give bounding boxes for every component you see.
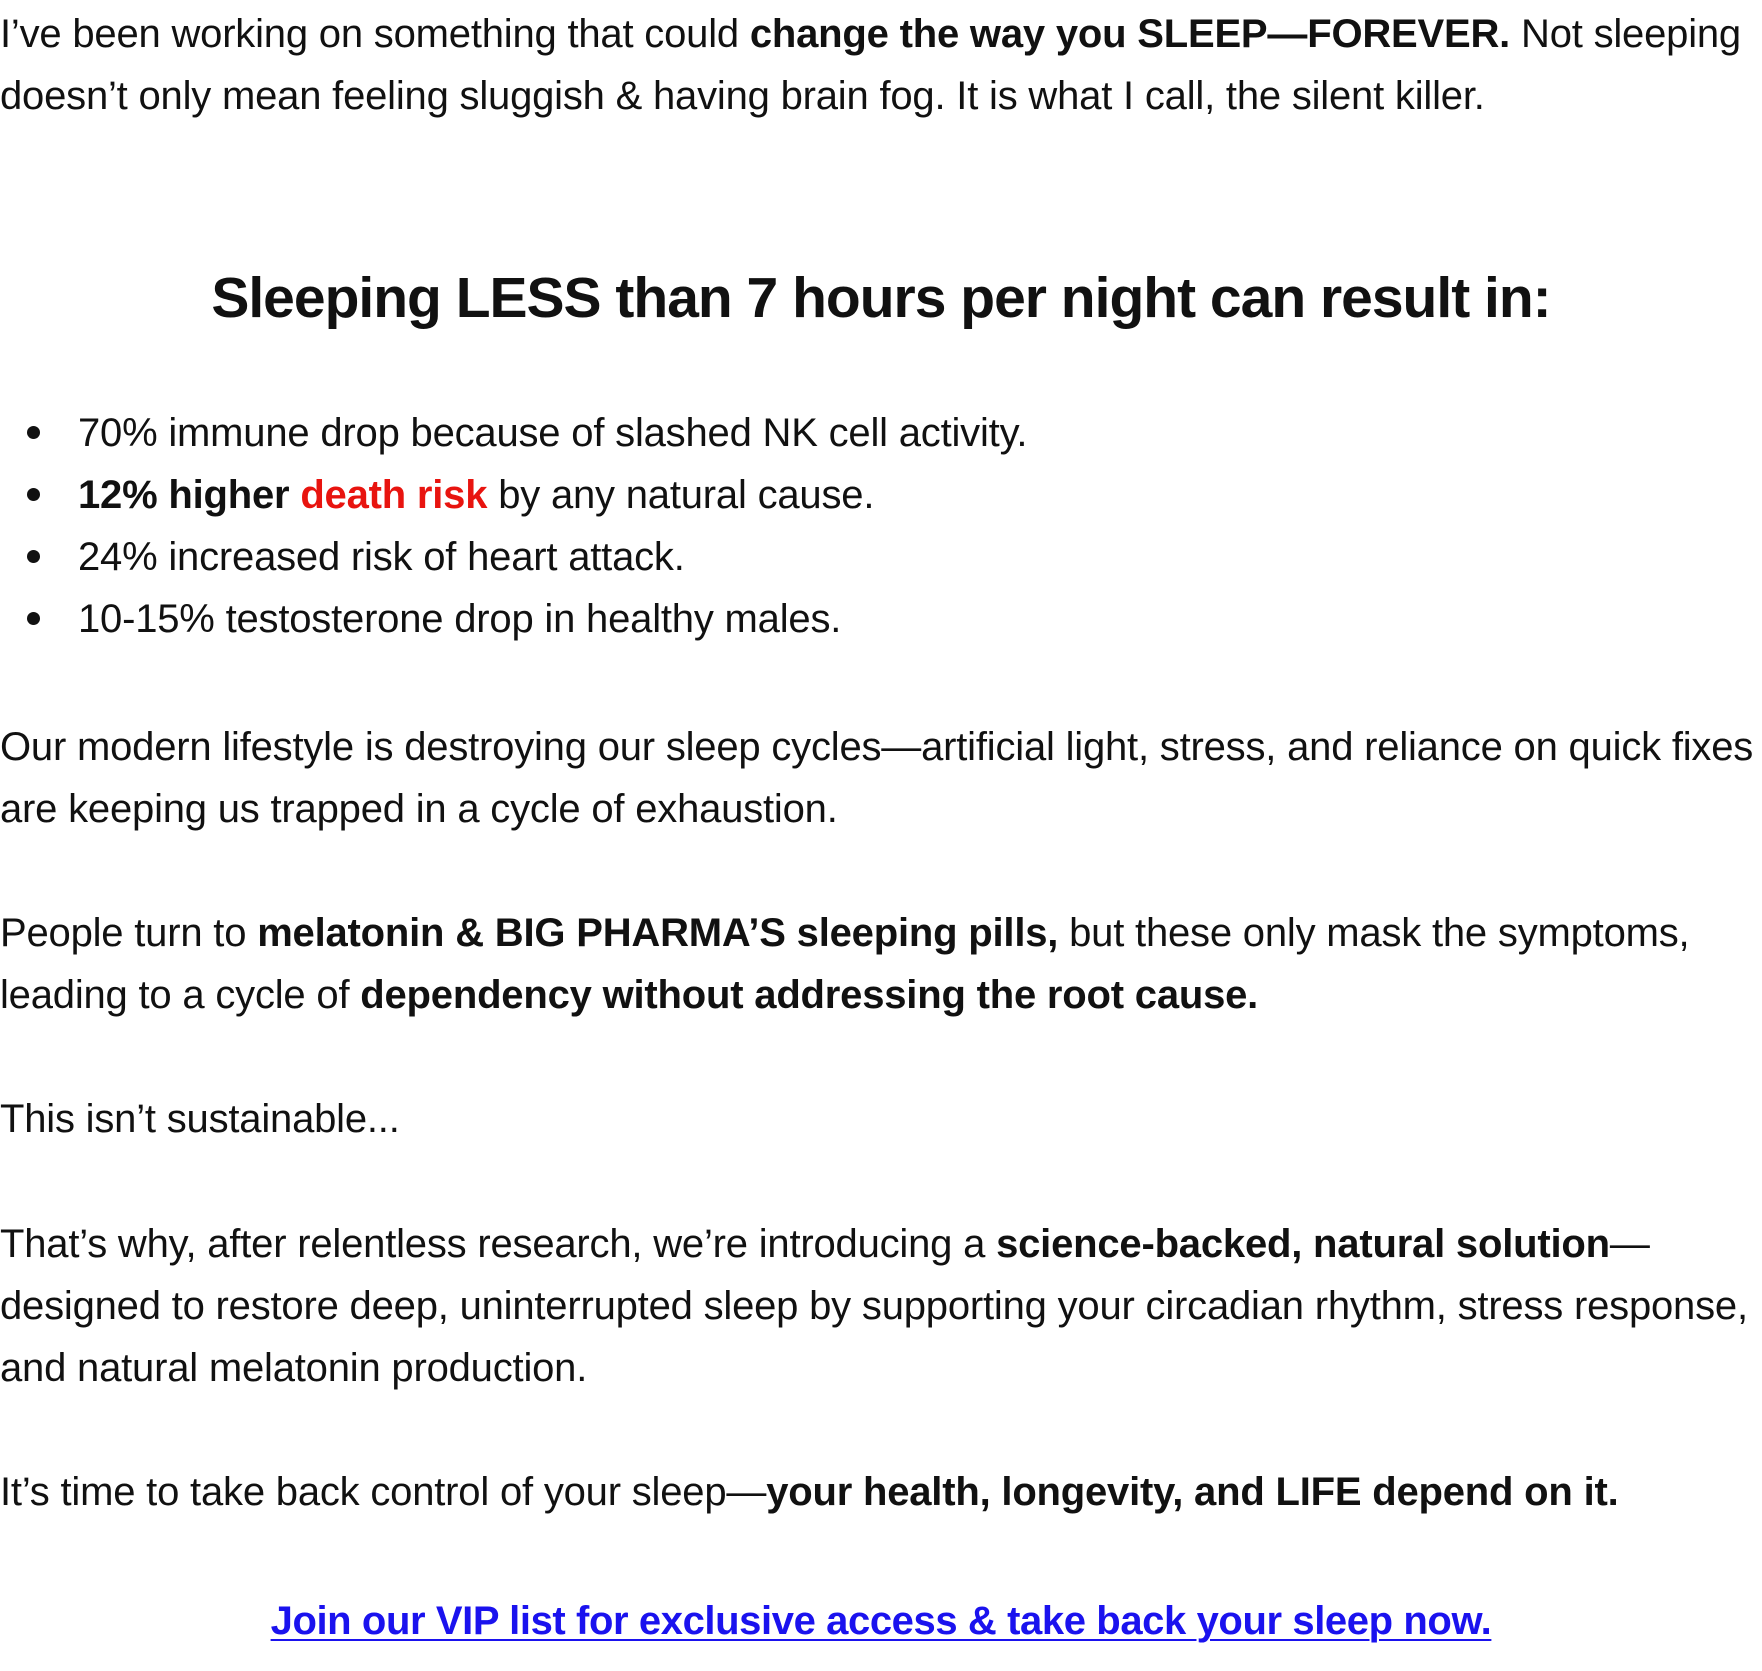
solution-bold: science-backed, natural solution — [996, 1222, 1610, 1266]
people-text-1: People turn to — [0, 911, 258, 955]
solution-text-2: —designed to restore deep, uninterrupted sleep by supporting your circadian rhythm, stress response, and natural melatonin production. — [0, 1222, 1748, 1390]
people-bold-2: dependency without addressing the root cause. — [360, 973, 1259, 1017]
list-item-bold: 12% higher — [78, 473, 301, 517]
people-paragraph — [0, 902, 1760, 1026]
intro-text-1: I’ve been working on something that could — [0, 12, 750, 56]
take-control-bold: your health, longevity, and LIFE depend on it. — [766, 1470, 1619, 1514]
vip-list-link[interactable]: Join our VIP list for exclusive access & take back your sleep now. — [270, 1599, 1492, 1643]
people-bold-1: melatonin & BIG PHARMA’S sleeping pills, — [257, 911, 1059, 955]
solution-text-1: That’s why, after relentless research, we’re introducing a — [0, 1222, 997, 1266]
intro-paragraph — [0, 3, 1760, 127]
intro-bold: change the way you SLEEP—FOREVER. — [749, 12, 1511, 56]
list-item-text: by any natural cause. — [487, 473, 875, 517]
death-risk-highlight: death risk — [300, 473, 488, 517]
bullet-dot-icon — [27, 426, 40, 439]
stats-list — [0, 402, 1760, 650]
sustain-paragraph: This isn’t sustainable... — [0, 1097, 400, 1141]
list-item-text: 10-15% testosterone drop in healthy males. — [78, 597, 842, 641]
list-item — [0, 402, 1760, 464]
bullet-dot-icon — [27, 488, 40, 501]
bullet-dot-icon — [27, 550, 40, 563]
cta-wrapper — [0, 1590, 1762, 1652]
list-item-text: 24% increased risk of heart attack. — [78, 535, 685, 579]
list-item-text: 70% immune drop because of slashed NK cell activity. — [78, 411, 1028, 455]
solution-paragraph — [0, 1213, 1760, 1399]
modern-lifestyle-paragraph: Our modern lifestyle is destroying our sleep cycles—artificial light, stress, and reliance on quick fixes are keeping us trapped in a cycle of exhaustion. — [0, 725, 1754, 831]
section-heading: Sleeping LESS than 7 hours per night can result in: — [211, 266, 1551, 330]
list-item — [0, 464, 1760, 526]
people-text-2: but these only mask the symptoms, leading to a cycle of — [0, 911, 1690, 1017]
take-control-text: It’s time to take back control of your sleep— — [0, 1470, 767, 1514]
bullet-dot-icon — [27, 612, 40, 625]
list-item — [0, 526, 1760, 588]
intro-text-2: Not sleeping doesn’t only mean feeling sluggish & having brain fog. It is what I call, the silent killer. — [0, 12, 1741, 118]
take-control-paragraph — [0, 1461, 1760, 1523]
list-item — [0, 588, 1760, 650]
